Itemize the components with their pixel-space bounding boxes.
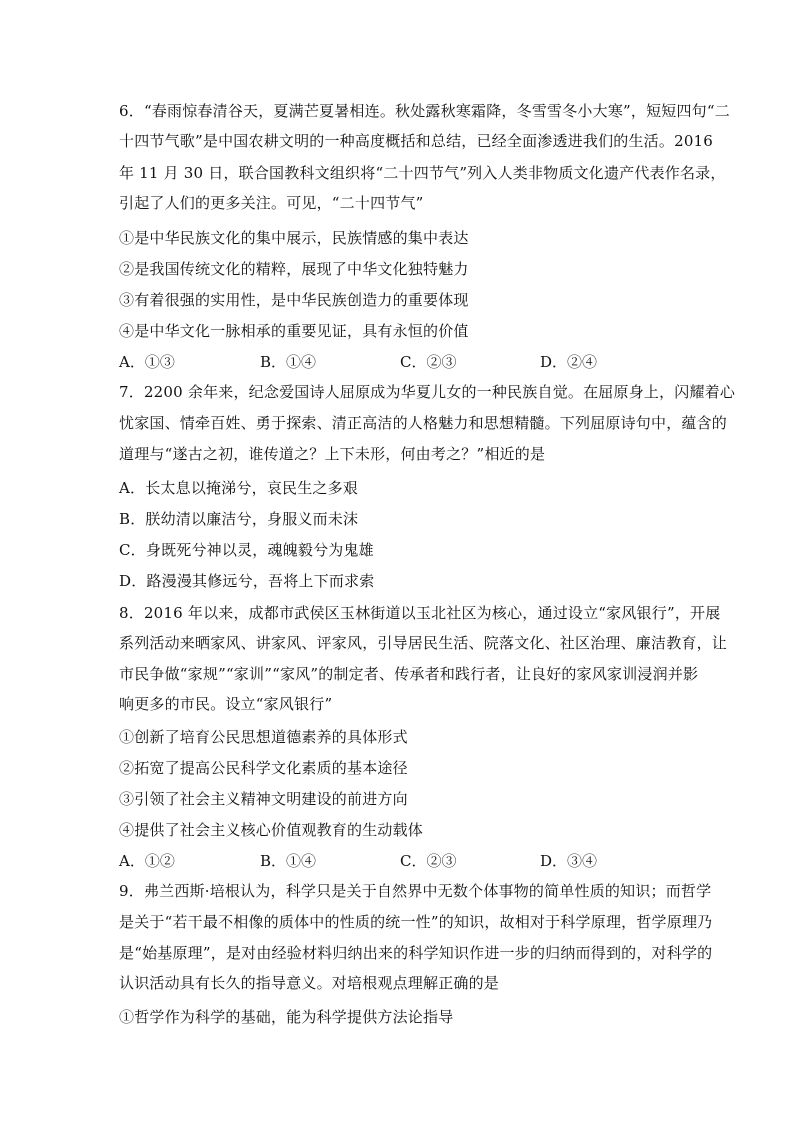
q6-statement-2: ②是我国传统文化的精粹，展现了中华文化独特魅力 <box>119 260 469 278</box>
q6-stem-line-3: 年 11 月 30 日，联合国教科文组织将“二十四节气”列入人类非物质文化遗产代表作名录， <box>119 164 726 182</box>
q8-statement-4: ④提供了社会主义核心价值观教育的生动载体 <box>119 821 424 839</box>
q8-stem-line-4: 响更多的市民。设立“家风银行” <box>119 695 333 713</box>
q9-stem-line-1: 9．弗兰西斯·培根认为，科学只是关于自然界中无数个体事物的简单性质的知识；而哲学 <box>119 882 712 900</box>
q9-stem-line-2: 是关于“若干最不相像的质体中的性质的统一性”的知识，故相对于科学原理，哲学原理乃 <box>119 913 713 931</box>
q7-option-b[interactable]: B．朕幼清以廉洁兮，身服义而未沫 <box>119 510 359 528</box>
q6-stem-line-1: 6．“春雨惊春清谷天，夏满芒夏暑相连。秋处露秋寒霜降，冬雪雪冬小大寒”，短短四句“二 <box>119 102 730 120</box>
q6-statement-3: ③有着很强的实用性，是中华民族创造力的重要体现 <box>119 291 469 309</box>
q7-stem-line-3: 道理与“遂古之初，谁传道之？上下未形，何由考之？”相近的是 <box>119 445 546 463</box>
q6-stem-line-4: 引起了人们的更多关注。可见，“二十四节气” <box>119 194 424 212</box>
q9-stem-line-3: 是“始基原理”，是对由经验材料归纳出来的科学知识作进一步的归纳而得到的，对科学的 <box>119 944 713 962</box>
q7-option-d[interactable]: D．路漫漫其修远兮，吾将上下而求索 <box>119 572 375 590</box>
q6-stem-line-2: 十四节气歌”是中国农耕文明的一种高度概括和总结，已经全面渗透进我们的生活。2016 <box>119 132 714 150</box>
q9-statement-1: ①哲学作为科学的基础，能为科学提供方法论指导 <box>119 1008 454 1026</box>
q8-option-a[interactable]: A．①② <box>119 852 175 870</box>
q8-stem-line-1: 8．2016 年以来，成都市武侯区玉林街道以玉北社区为核心，通过设立“家风银行”，开展 <box>119 604 721 622</box>
q8-statement-1: ①创新了培育公民思想道德素养的具体形式 <box>119 728 408 746</box>
q7-stem-line-1: 7．2200 余年来，纪念爱国诗人屈原成为华夏儿女的一种民族自觉。在屈原身上，闪耀着心 <box>119 383 736 401</box>
q8-stem-line-3: 市民争做“家规”“家训”“家风”的制定者、传承者和践行者，让良好的家风家训浸润并影 <box>119 665 699 683</box>
q6-statement-4: ④是中华文化一脉相承的重要见证，具有永恒的价值 <box>119 322 469 340</box>
q8-stem-line-2: 系列活动来晒家风、讲家风、评家风，引导居民生活、院落文化、社区治理、廉洁教育，让 <box>119 634 728 652</box>
q6-option-b[interactable]: B．①④ <box>260 353 317 371</box>
q9-stem-line-4: 认识活动具有长久的指导意义。对培根观点理解正确的是 <box>119 974 500 992</box>
q7-option-c[interactable]: C．身既死兮神以灵，魂魄毅兮为鬼雄 <box>119 541 374 559</box>
q6-option-d[interactable]: D．②④ <box>540 353 598 371</box>
q8-statement-3: ③引领了社会主义精神文明建设的前进方向 <box>119 790 408 808</box>
q7-option-a[interactable]: A．长太息以掩涕兮，哀民生之多艰 <box>119 479 359 497</box>
q8-option-c[interactable]: C．②③ <box>400 852 457 870</box>
q6-statement-1: ①是中华民族文化的集中展示，民族情感的集中表达 <box>119 229 469 247</box>
q6-option-a[interactable]: A．①③ <box>119 353 175 371</box>
q6-option-c[interactable]: C．②③ <box>400 353 457 371</box>
q8-statement-2: ②拓宽了提高公民科学文化素质的基本途径 <box>119 759 408 777</box>
q8-option-d[interactable]: D．③④ <box>540 852 598 870</box>
q8-option-b[interactable]: B．①④ <box>260 852 317 870</box>
q7-stem-line-2: 忧家国、情牵百姓、勇于探索、清正高洁的人格魅力和思想精髓。下列屈原诗句中，蕴含的 <box>119 414 728 432</box>
